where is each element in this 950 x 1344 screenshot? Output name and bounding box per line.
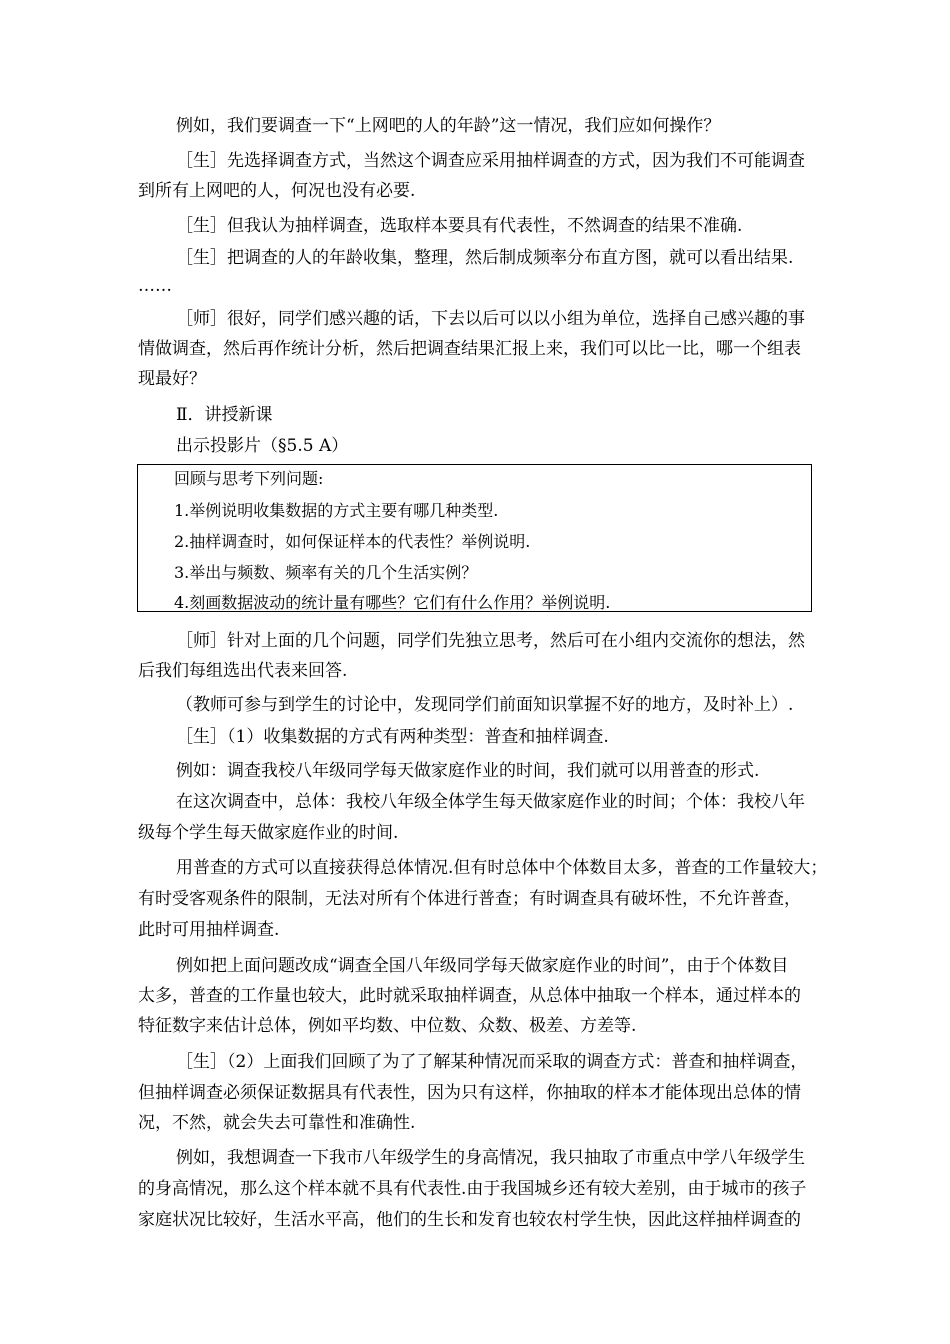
text-line: ［生］把调查的人的年龄收集，整理，然后制成频率分布直方图，就可以看出结果.	[176, 248, 794, 268]
text-line: 例如：调查我校八年级同学每天做家庭作业的时间，我们就可以用普查的形式.	[176, 761, 760, 781]
text-line: 此时可用抽样调查.	[138, 920, 280, 940]
questions-box-title: 回顾与思考下列问题:	[174, 469, 324, 488]
question-item: 2.抽样调查时，如何保证样本的代表性？举例说明.	[174, 532, 531, 551]
text-line: 级每个学生每天做家庭作业的时间.	[138, 823, 399, 843]
text-line: 太多，普查的工作量也较大，此时就采取抽样调查，从总体中抽取一个样本，通过样本的	[138, 986, 801, 1006]
text-line: 况，不然，就会失去可靠性和准确性.	[138, 1113, 416, 1133]
text-line: ［生］先选择调查方式，当然这个调查应采用抽样调查的方式，因为我们不可能调查	[176, 151, 805, 171]
text-line: 情做调查，然后再作统计分析，然后把调查结果汇报上来，我们可以比一比，哪一个组表	[138, 339, 801, 359]
text-line: 例如，我们要调查一下“上网吧的人的年龄”这一情况，我们应如何操作？	[176, 116, 721, 136]
text-line: ［生］（1）收集数据的方式有两种类型：普查和抽样调查.	[176, 727, 609, 747]
text-line: （教师可参与到学生的讨论中，发现同学们前面知识掌握不好的地方，及时补上）.	[176, 695, 794, 715]
text-line: 的身高情况，那么这个样本就不具有代表性.由于我国城乡还有较大差别，由于城市的孩子	[138, 1179, 807, 1199]
text-line: ［师］针对上面的几个问题，同学们先独立思考，然后可在小组内交流你的想法，然	[176, 631, 805, 651]
text-line: 用普查的方式可以直接获得总体情况.但有时总体中个体数目太多，普查的工作量较大；	[176, 858, 828, 878]
text-line: 现最好？	[138, 369, 206, 389]
ellipsis-line: ……	[138, 276, 172, 296]
text-line: 有时受客观条件的限制，无法对所有个体进行普查；有时调查具有破坏性，不允许普查，	[138, 889, 801, 909]
text-line: 例如把上面问题改成“调查全国八年级同学每天做家庭作业的时间”，由于个体数目	[176, 956, 789, 976]
question-item: 4.刻画数据波动的统计量有哪些？它们有什么作用？举例说明.	[174, 593, 611, 612]
text-line: ［生］但我认为抽样调查，选取样本要具有代表性，不然调查的结果不准确.	[176, 216, 743, 236]
text-line: 到所有上网吧的人，何况也没有必要.	[138, 181, 416, 201]
text-line: ［生］（2）上面我们回顾了为了了解某种情况而采取的调查方式：普查和抽样调查，	[176, 1052, 808, 1072]
text-line: 在这次调查中，总体：我校八年级全体学生每天做家庭作业的时间；个体：我校八年	[176, 792, 805, 812]
text-line: 出示投影片（§5.5 A）	[176, 436, 349, 456]
text-line: 例如，我想调查一下我市八年级学生的身高情况，我只抽取了市重点中学八年级学生	[176, 1148, 805, 1168]
text-line: 家庭状况比较好，生活水平高，他们的生长和发育也较农村学生快，因此这样抽样调查的	[138, 1210, 801, 1230]
text-line: 后我们每组选出代表来回答.	[138, 661, 348, 681]
text-line: 特征数字来估计总体，例如平均数、中位数、众数、极差、方差等.	[138, 1016, 637, 1036]
questions-box	[137, 464, 812, 612]
question-item: 3.举出与频数、频率有关的几个生活实例？	[174, 563, 478, 582]
text-line: 但抽样调查必须保证数据具有代表性，因为只有这样，你抽取的样本才能体现出总体的情	[138, 1083, 801, 1103]
text-line: ［师］很好，同学们感兴趣的话，下去以后可以以小组为单位，选择自己感兴趣的事	[176, 309, 805, 329]
section-heading: Ⅱ．讲授新课	[176, 405, 273, 425]
question-item: 1.举例说明收集数据的方式主要有哪几种类型.	[174, 501, 499, 520]
